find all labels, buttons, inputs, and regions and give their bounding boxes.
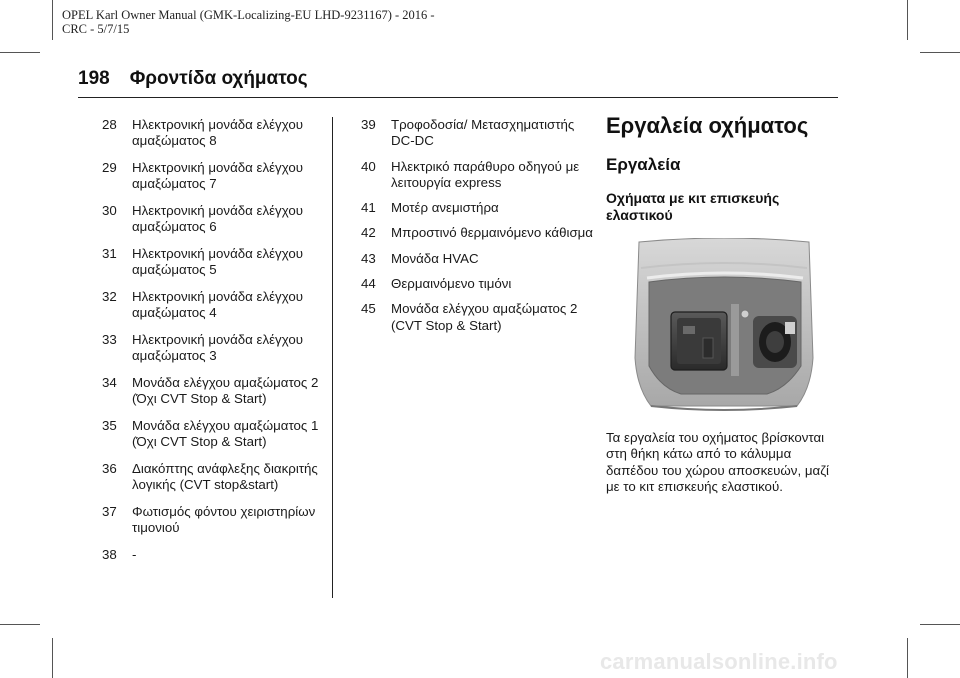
item-number: 36 (102, 460, 117, 476)
item-number: 35 (102, 417, 117, 433)
list-item (102, 461, 327, 494)
item-text: - (132, 546, 137, 562)
tools-description: Τα εργαλεία του οχήματος βρίσκονται στη θήκη κάτω από το κάλυμμα δαπέδου του χώρου αποσκευών, μαζί με το κιτ επισκευής ελαστικού. (606, 430, 830, 495)
item-number: 42 (361, 225, 376, 241)
item-number: 31 (102, 245, 117, 261)
item-number: 38 (102, 546, 117, 562)
item-text: Ηλεκτρονική μονάδα ελέγχου αμαξώματος 6 (132, 202, 303, 235)
document-meta-line-1: OPEL Karl Owner Manual (GMK-Localizing-EU LHD-9231167) - 2016 - (62, 8, 435, 22)
item-number: 43 (361, 250, 376, 266)
crop-mark (0, 624, 40, 625)
heading-rule (78, 97, 838, 98)
list-item (361, 117, 593, 150)
tool-compartment-image (627, 238, 821, 411)
list-item (102, 547, 327, 563)
tools-section (606, 112, 841, 224)
list-item (102, 289, 327, 322)
list-item (361, 225, 593, 241)
subsection-subtitle: Οχήματα με κιτ επισκευής ελαστικού (606, 190, 780, 223)
fuse-list-left (102, 117, 327, 574)
crop-mark (920, 52, 960, 53)
page-number: 198 (78, 68, 110, 89)
item-number: 28 (102, 117, 117, 132)
list-item (361, 301, 593, 334)
page-heading (78, 68, 308, 90)
item-number: 33 (102, 331, 117, 347)
item-text: Ηλεκτρικό παράθυρο οδηγού με λειτουργία express (391, 158, 580, 190)
item-text: Μονάδα ελέγχου αμαξώματος 2 (Όχι CVT Stop & Start) (132, 374, 319, 407)
item-text: Τροφοδοσία/ Μετασχηματιστής DC-DC (391, 117, 575, 149)
item-text: Μονάδα ελέγχου αμαξώματος 1 (Όχι CVT Stop & Start) (132, 417, 319, 450)
crop-mark (907, 638, 908, 678)
document-meta (62, 8, 502, 36)
item-text: Μονάδα ελέγχου αμαξώματος 2 (CVT Stop & Start) (391, 301, 578, 333)
crop-mark (0, 52, 40, 53)
item-number: 39 (361, 117, 376, 132)
subsection-title: Εργαλεία (606, 155, 681, 174)
crop-mark (907, 0, 908, 40)
fuse-list-middle (361, 117, 593, 343)
item-text: Θερμαινόμενο τιμόνι (391, 276, 512, 292)
item-text: Ηλεκτρονική μονάδα ελέγχου αμαξώματος 5 (132, 245, 303, 278)
item-number: 40 (361, 158, 376, 174)
item-text: Μπροστινό θερμαινόμενο κάθισμα (391, 225, 593, 241)
document-meta-line-2: CRC - 5/7/15 (62, 22, 130, 36)
item-number: 32 (102, 288, 117, 304)
list-item (102, 203, 327, 236)
list-item (102, 418, 327, 451)
item-number: 29 (102, 159, 117, 175)
list-item (361, 276, 593, 292)
watermark-text: carmanualsonline.info (600, 649, 838, 674)
item-text: Μονάδα HVAC (391, 250, 479, 266)
list-item (361, 159, 593, 192)
item-text: Διακόπτης ανάφλεξης διακριτής λογικής (CVT stop&start) (132, 460, 318, 493)
item-text: Ηλεκτρονική μονάδα ελέγχου αμαξώματος 8 (132, 117, 303, 149)
crop-mark (920, 624, 960, 625)
item-number: 45 (361, 301, 376, 317)
item-number: 41 (361, 200, 376, 216)
column-divider (332, 117, 333, 598)
item-text: Ηλεκτρονική μονάδα ελέγχου αμαξώματος 4 (132, 288, 303, 321)
item-number: 30 (102, 202, 117, 218)
crop-mark (52, 0, 53, 40)
section-title: Εργαλεία οχήματος (606, 113, 809, 138)
item-number: 34 (102, 374, 117, 390)
list-item (102, 117, 327, 150)
list-item (361, 200, 593, 216)
list-item (102, 332, 327, 365)
chapter-title: Φροντίδα οχήματος (129, 68, 308, 89)
item-text: Ηλεκτρονική μονάδα ελέγχου αμαξώματος 3 (132, 331, 303, 364)
list-item (102, 375, 327, 408)
item-text: Μοτέρ ανεμιστήρα (391, 200, 499, 216)
list-item (102, 246, 327, 279)
item-text: Φωτισμός φόντου χειριστηρίων τιμονιού (132, 503, 316, 536)
item-number: 37 (102, 503, 117, 519)
item-number: 44 (361, 276, 376, 292)
crop-mark (52, 638, 53, 678)
list-item (102, 160, 327, 193)
list-item (361, 251, 593, 267)
item-text: Ηλεκτρονική μονάδα ελέγχου αμαξώματος 7 (132, 159, 303, 192)
list-item (102, 504, 327, 537)
